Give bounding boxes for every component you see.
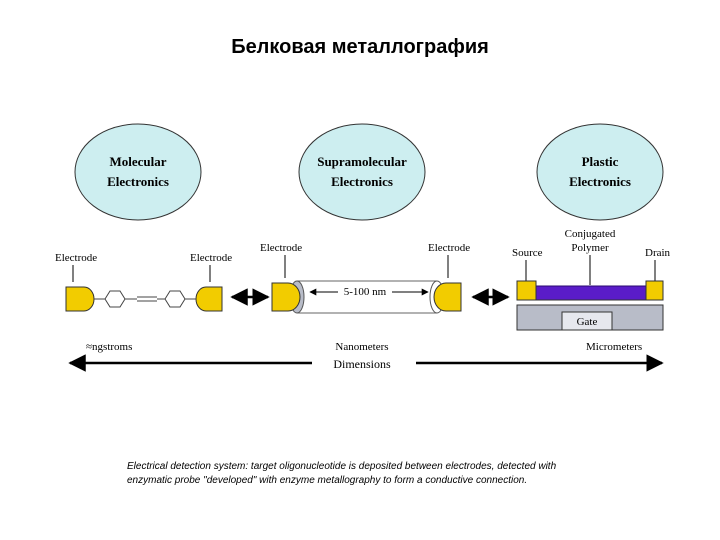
electrode-label: Electrode (428, 242, 471, 254)
source-label: Source (512, 247, 543, 259)
bubble-label: Molecular (109, 154, 167, 169)
conjugated-label: Conjugated (564, 228, 616, 240)
scale-label: 5-100 nm (343, 286, 387, 298)
dimension-axis (70, 341, 662, 372)
gate-label: Gate (576, 316, 598, 328)
molecule-icon (94, 291, 196, 307)
caption-text: Electrical detection system: target oligonucleotide is deposited between electrodes, detected with enzymatic probe "developed" with enzyme metallography to form a conductive connection. (127, 461, 557, 486)
drain-label: Drain (645, 247, 671, 259)
bubble-label: Plastic (581, 154, 619, 169)
electrode-left (272, 283, 300, 311)
bubble-label: Supramolecular (317, 154, 407, 169)
bubble-molecular-electronics (75, 124, 201, 220)
plastic-transistor (512, 228, 671, 330)
electrode-label: Electrode (260, 242, 303, 254)
dimensions-axis-title: Dimensions (333, 357, 391, 371)
electrode-right (196, 287, 222, 311)
electrode-label: Electrode (190, 252, 233, 264)
bubble-label: Electronics (569, 174, 631, 189)
source-electrode (517, 281, 536, 300)
drain-electrode (646, 281, 663, 300)
polymer-layer (536, 286, 646, 300)
bubble-supramolecular-electronics (299, 124, 425, 220)
electrode-left (66, 287, 94, 311)
bubble-label: Electronics (107, 174, 169, 189)
bubble-label: Electronics (331, 174, 393, 189)
dimension-label-angstroms: ≈ngstroms (86, 341, 133, 353)
electrode-label: Electrode (55, 252, 98, 264)
dimension-label-nanometers: Nanometers (335, 341, 389, 353)
polymer-label: Polymer (571, 242, 609, 254)
slide-title: Белковая металлография (231, 36, 489, 58)
molecular-junction (55, 252, 232, 311)
bubble-plastic-electronics (537, 124, 663, 220)
dimension-label-micrometers: Micrometers (586, 341, 643, 353)
supramolecular-junction (260, 242, 470, 313)
electrode-right (434, 283, 461, 311)
